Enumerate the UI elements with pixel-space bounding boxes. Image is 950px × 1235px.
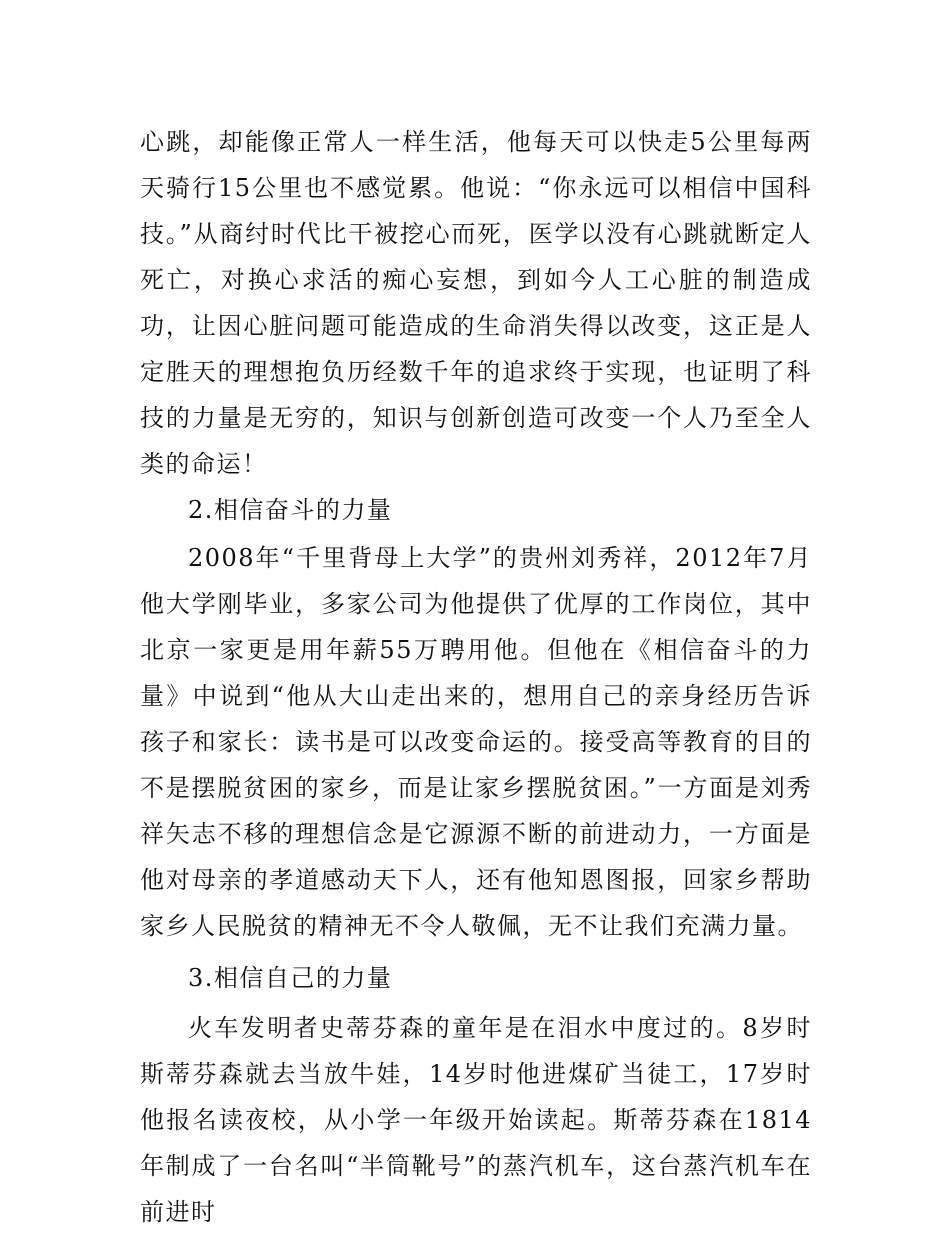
section-heading-struggle: 2.相信奋斗的力量 (188, 496, 393, 524)
paragraph-stephenson: 火车发明者史蒂芬森的童年是在泪水中度过的。8岁时斯蒂芬森就去当放牛娃，14岁时他进煤矿当徒工，17岁时他报名读夜校，从小学一年级开始读起。斯蒂芬森在1814年制成了一台名叫“半筒靴号”的蒸汽机车，这台蒸汽机车在前进时 (140, 1014, 812, 1226)
document-body (140, 119, 812, 1235)
paragraph-continued: 心跳，却能像正常人一样生活，他每天可以快走5公里每两天骑行15公里也不感觉累。他说：“你永远可以相信中国科技。”从商纣时代比干被挖心而死，医学以没有心跳就断定人死亡，对换心求活的痴心妄想，到如今人工心脏的制造成功，让因心脏问题可能造成的生命消失得以改变，这正是人定胜天的理想抱负历经数千年的追求终于实现，也证明了科技的力量是无穷的，知识与创新创造可改变一个人乃至全人类的命运！ (140, 128, 812, 478)
paragraph-liu-xiuxiang: 2008年“千里背母上大学”的贵州刘秀祥，2012年7月他大学刚毕业，多家公司为他提供了优厚的工作岗位，其中北京一家更是用年薪55万聘用他。但他在《相信奋斗的力量》中说到“他从大山走出来的，想用自己的亲身经历告诉孩子和家长：读书是可以改变命运的。接受高等教育的目的不是摆脱贫困的家乡，而是让家乡摆脱贫困。”一方面是刘秀祥矢志不移的理想信念是它源源不断的前进动力，一方面是他对母亲的孝道感动天下人，还有他知恩图报，回家乡帮助家乡人民脱贫的精神无不令人敬佩，无不让我们充满力量。 (140, 544, 812, 940)
section-heading-self: 3.相信自己的力量 (188, 964, 393, 992)
